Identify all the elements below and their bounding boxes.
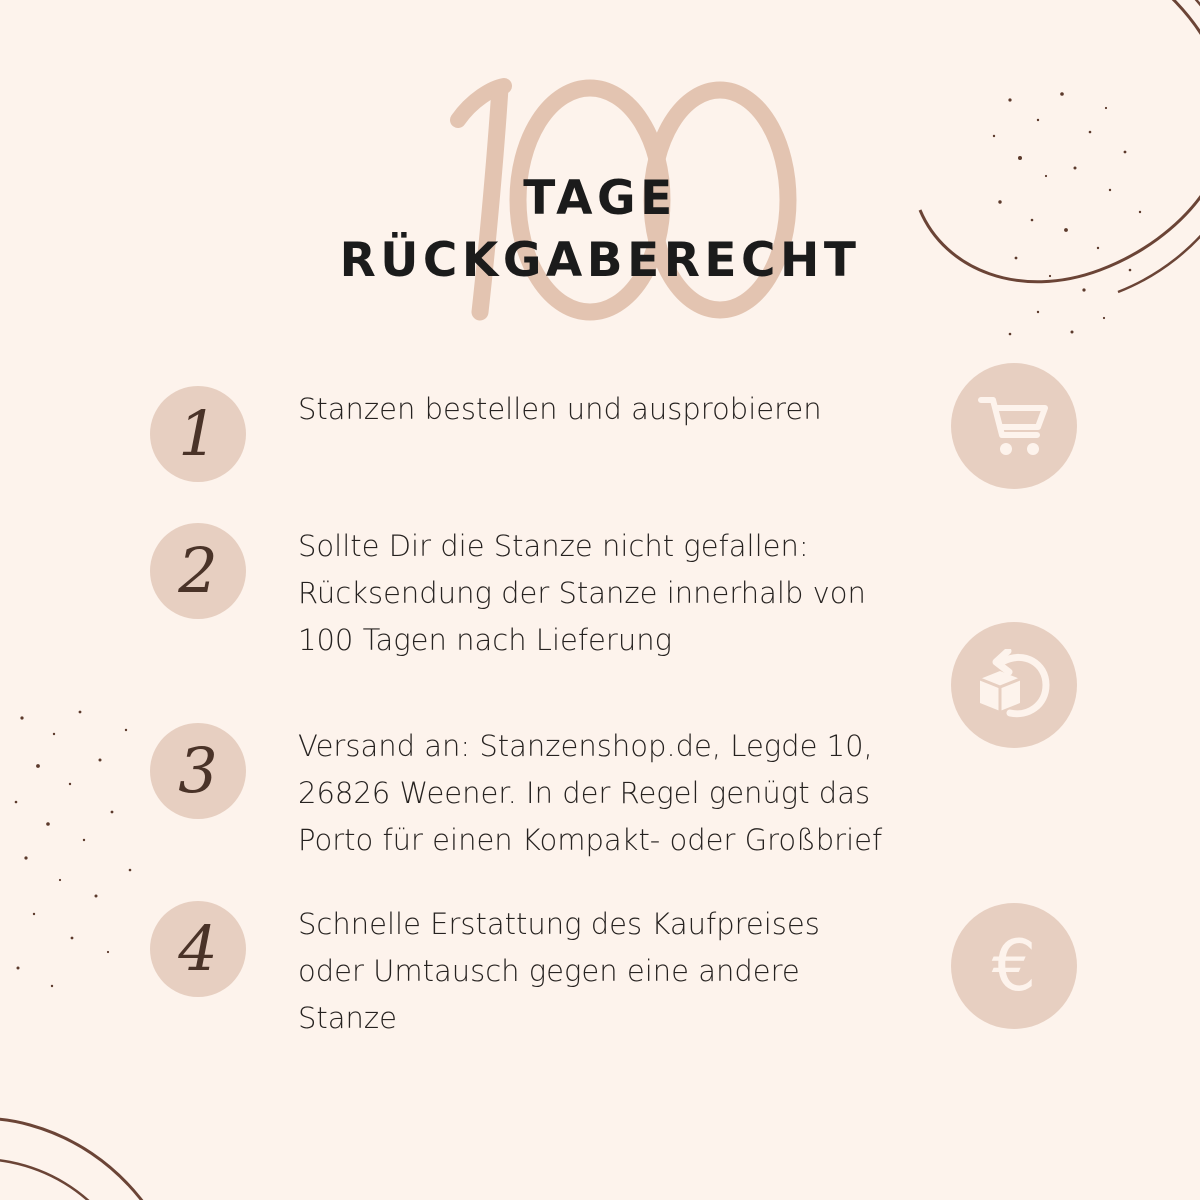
step-text [298, 723, 918, 864]
shopping-cart-glyph [977, 393, 1051, 459]
headline-block [0, 60, 1200, 350]
step-number-badge [150, 523, 246, 619]
step-text-line: Stanze [298, 1000, 397, 1035]
step-text-line: oder Umtausch gegen eine andere [298, 953, 800, 988]
headline-line-1: TAGE [523, 171, 677, 226]
headline-line-2: RÜCKGABERECHT [339, 233, 861, 289]
euro-currency-icon [951, 903, 1077, 1029]
euro-symbol: € [991, 925, 1037, 1007]
step-text-line: Porto für einen Kompakt- oder Großbrief [298, 822, 883, 857]
step-text-line: 26826 Weener. In der Regel genügt das [298, 775, 871, 810]
step-number: 3 [178, 734, 218, 807]
step-text-line: 100 Tagen nach Lieferung [298, 622, 672, 657]
step-text-line: Sollte Dir die Stanze nicht gefallen: [298, 529, 809, 563]
return-package-glyph [974, 649, 1054, 721]
step-text [298, 523, 918, 664]
step-number: 2 [178, 534, 218, 607]
return-package-icon [951, 622, 1077, 748]
step-text-line: Schnelle Erstattung des Kaufpreises [298, 907, 820, 941]
step-number-badge [150, 723, 246, 819]
step-number: 1 [178, 397, 218, 470]
step-text [298, 901, 918, 1042]
step-number-badge [150, 386, 246, 482]
step-text-line: Versand an: Stanzenshop.de, Legde 10, [298, 729, 873, 763]
step-text-line: Stanzen bestellen und ausprobieren [298, 392, 822, 426]
step-text-line: Rücksendung der Stanze innerhalb von [298, 575, 866, 610]
page-title [0, 168, 1200, 292]
step-number-badge [150, 901, 246, 997]
shopping-cart-icon [951, 363, 1077, 489]
step-number: 4 [178, 912, 218, 985]
step-text [298, 386, 918, 433]
